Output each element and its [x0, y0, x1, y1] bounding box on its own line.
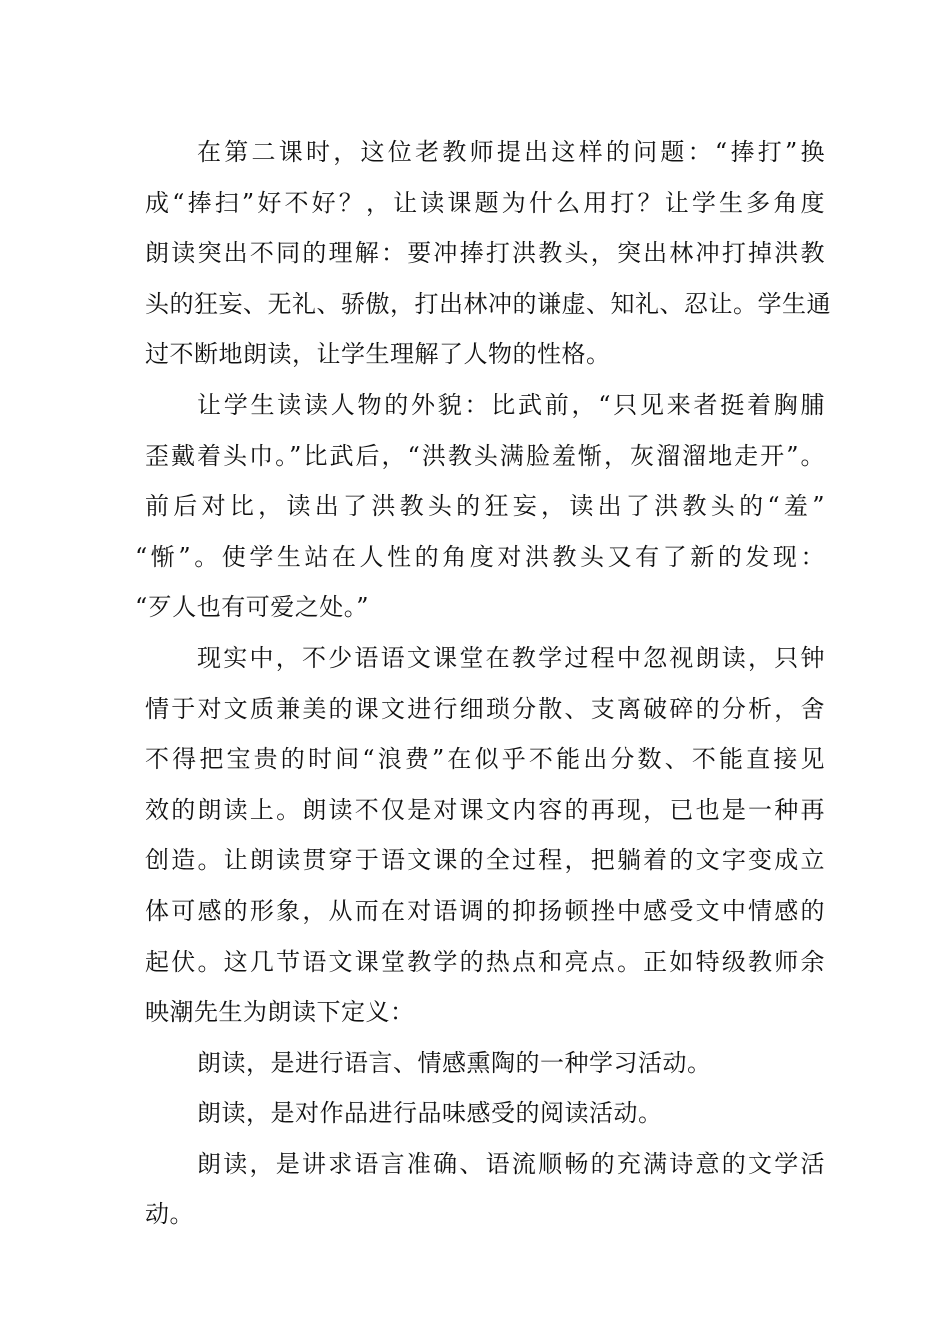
paragraph-3-line-1: 现实中，不少语语文课堂在教学过程中忽视朗读，只钟	[197, 643, 825, 672]
paragraph-2-line-2: 歪戴着头巾。”比武后，“洪教头满脸羞惭，灰溜溜地走开”。	[145, 441, 825, 470]
paragraph-2-line-4: “惭”。使学生站在人性的角度对洪教头又有了新的发现：	[135, 542, 825, 571]
paragraph-3-line-8: 映潮先生为朗读下定义：	[145, 998, 415, 1027]
paragraph-1-line-5: 过不断地朗读，让学生理解了人物的性格。	[145, 340, 611, 369]
paragraph-1-line-1: 在第二课时，这位老教师提出这样的问题：“捧打”换	[197, 138, 825, 166]
paragraph-5-line-1: 朗读，是对作品进行品味感受的阅读活动。	[197, 1099, 663, 1128]
paragraph-3-line-3: 不得把宝贵的时间“浪费”在似乎不能出分数、不能直接见	[145, 745, 825, 774]
paragraph-1-line-2: 成“捧扫”好不好？，让读课题为什么用打？让学生多角度	[145, 188, 825, 217]
paragraph-6-line-2: 动。	[145, 1200, 194, 1229]
paragraph-1-line-4: 头的狂妄、无礼、骄傲，打出林冲的谦虚、知礼、忍让。学生通	[145, 289, 831, 318]
paragraph-3-line-2: 情于对文质兼美的课文进行细琐分散、支离破碎的分析，舍	[145, 694, 825, 723]
document-body	[135, 127, 831, 1240]
paragraph-4-line-1: 朗读，是进行语言、情感熏陶的一种学习活动。	[197, 1048, 712, 1077]
paragraph-3-line-6: 体可感的形象，从而在对语调的抑扬顿挫中感受文中情感的	[145, 896, 825, 925]
paragraph-6-line-1: 朗读，是讲求语言准确、语流顺畅的充满诗意的文学活	[197, 1149, 825, 1178]
paragraph-2-line-5: “歹人也有可爱之处。”	[135, 593, 370, 622]
paragraph-2-line-3: 前后对比，读出了洪教头的狂妄，读出了洪教头的“羞”	[145, 492, 825, 521]
paragraph-1-line-3: 朗读突出不同的理解：要冲捧打洪教头，突出林冲打掉洪教	[145, 239, 825, 268]
paragraph-3-line-4: 效的朗读上。朗读不仅是对课文内容的再现，已也是一种再	[145, 795, 825, 824]
paragraph-2-line-1: 让学生读读人物的外貌：比武前，“只见来者挺着胸脯	[197, 390, 825, 419]
paragraph-3-line-5: 创造。让朗读贯穿于语文课的全过程，把躺着的文字变成立	[145, 846, 825, 875]
paragraph-3-line-7: 起伏。这几节语文课堂教学的热点和亮点。正如特级教师余	[145, 947, 825, 976]
